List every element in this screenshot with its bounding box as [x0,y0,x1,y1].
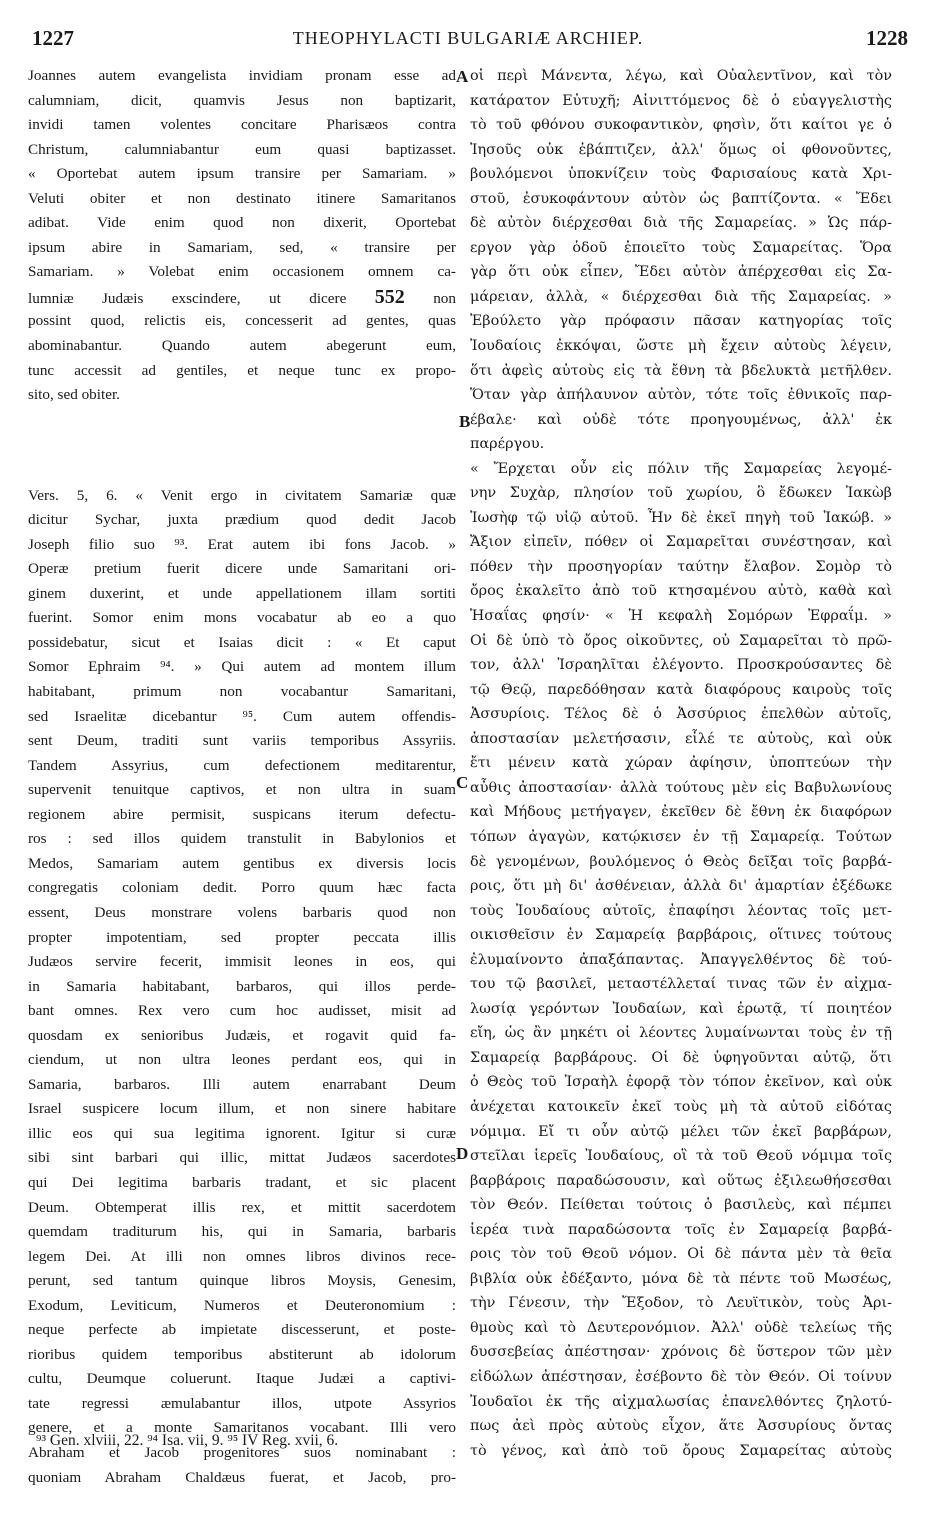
text-line: Ἀσσυρίοις. Τέλος δὲ ὁ Ἀσσύριος ἐπελθὼν αὐτοῖς, [470,706,892,723]
text-line: στεῖλαι ἱερεῖς Ἰουδαίους, οἳ τὰ τοῦ Θεοῦ νόμιμα τοῖς [470,1148,892,1165]
text-line: έβαλε· καὶ οὐδὲ τότε προηγουμένως, ἀλλ' ἐκ [470,411,892,428]
text-line: supervenit tenuitque captivos, et non ultra in suam [28,781,456,799]
text-line: « Ἔρχεται οὖν εἰς πόλιν τῆς Σαμαρείας λεγομέ- [470,460,892,477]
text-line: rioribus quidem temporibus abstiterunt ab idolorum [28,1345,456,1363]
text-line: Samariam. » Volebat enim occasionem omnem ca- [28,263,456,281]
text-line: Ἄξιον εἰπεῖν, πόθεν οἱ Σαμαρεῖται συνέστησαν, καὶ [470,534,892,551]
latin-text-fragment: non [404,289,456,307]
page-header [28,26,908,56]
text-line: sibi sint barbari qui illic, mittat Judæos sacerdotes [28,1149,456,1167]
text-line: Operæ pretium fuerit dicere unde Samaritani ori- [28,560,456,578]
text-line: τὸ γένος, καὶ ἀπὸ τοῦ ὄρους Σαμαρείτας αὐτοὺς [470,1442,892,1459]
text-line: αὖθις ἀποστασίαν· ἀλλὰ τούτους μὲν εἰς Βαβυλωνίους [470,779,892,796]
text-line: Οἱ δὲ ὑπὸ τὸ ὄρος οἰκοῦντες, οὐ Σαμαρεῖται τὸ πρῶ- [470,632,892,649]
text-line: tate regressi æmulabantur illos, utpote Assyrios [28,1394,456,1412]
margin-letter-d: D [456,1144,469,1163]
text-line: στοῦ, ἐσυκοφάντουν αὐτὸν ὡς βαπτίζοντα. « Ἔδει [470,190,892,207]
text-line: βαρβάροις παραδώσουσιν, καὶ οὕτως ἐξιλεωθήσεσθαι [470,1172,892,1189]
text-line: Veluti obiter et non destinato itinere Samaritanos [28,189,456,207]
text-line: Deum. Obtemperat illis rex, et mittit sacerdotem [28,1198,456,1216]
text-line: γὰρ ὅτι οὐκ εἶπεν, Ἔδει αὐτὸν ἀπέρχεσθαι εἰς Σα- [470,264,892,281]
text-line: quemdam traditurum his, qui in Samaria, barbaris [28,1223,456,1241]
text-line: μάρειαν, ἀλλὰ, « διέρχεσθαι διὰ τῆς Σαμαρείας. » [470,288,892,305]
text-line: ἔτι μένειν κατὰ χώραν ἀφίησιν, ὑποπτεύων τὴν [470,755,892,772]
text-line: τόπων ἀγαγὼν, κατῴκισεν ἐν τῇ Σαμαρείᾳ. Τούτων [470,828,892,845]
text-line: του τῷ βασιλεῖ, μεταστέλλεταί τινας τῶν ἐν αἰχμα- [470,976,892,993]
text-line: τῷ Θεῷ, παρεδόθησαν κατὰ διαφόρους καιροὺς τοῖς [470,681,892,698]
text-line: perunt, sed tantum quinque libros Moysis, Genesim, [28,1272,456,1290]
text-line: sed Israelitæ dicebantur ⁹⁵. Cum autem offendis- [28,707,456,725]
text-line: οἱ περὶ Μάνεντα, λέγω, καὶ Οὐαλεντῖνον, καὶ τὸν [470,68,892,84]
text-line: οικισθεῖσιν ἐν Σαμαρείᾳ βαρβάροις, οἵτινες τούτους [470,927,892,944]
text-line: bant omnes. Rex vero cum hoc audisset, misit ad [28,1002,456,1020]
text-line: Judæos servire fecerit, immisit leones in eos, qui [28,953,456,971]
text-line: Samaria, barbaros. Illi autem enarrabant Deum [28,1075,456,1093]
latin-main-paragraph [28,484,456,1490]
text-line: illic eos qui sua legitima ignorent. Igitur si curæ [28,1124,456,1142]
text-line: νην Συχὰρ, πλησίον τοῦ χωρίου, ὃ ἔδωκεν Ἰακὼβ [470,485,892,502]
text-line: ciendum, ut non ultra leones perdant eos, qui in [28,1051,456,1069]
text-line: ἱερέα τινὰ παραδώσοντα τοῖς ἐν Σαμαρείᾳ βαρβά- [470,1221,892,1238]
text-line: Ἰωσὴφ τῷ υἱῷ αὐτοῦ. Ἦν δὲ ἐκεῖ πηγὴ τοῦ Ἰακώβ. » [470,509,892,526]
left-page-number: 1227 [32,26,74,50]
text-line: Exodum, Leviticum, Numeros et Deuteronomium : [28,1296,456,1314]
text-line: cultu, Deumque coluerunt. Itaque Judæi a captivi- [28,1370,456,1388]
text-line: « Oportebat autem ipsum transire per Samariam. » [28,165,456,183]
text-line: ὅτι ἀφεὶς αὐτοὺς εἰς τὰ ἔθνη τὰ βδελυκτὰ μετῆλθεν. [470,362,892,379]
text-line: τον, ἀλλ' Ἰσραηλῖται ἐλέγοντο. Προσκρούσαντες δὲ [470,657,892,674]
text-line: λωσίᾳ γερόντων Ἰουδαίων, καὶ ἐρωτᾷ, τί ποιητέον [470,1000,892,1017]
text-line: qui Dei legitima barbaris tradant, et sic placent [28,1173,456,1191]
text-line: εργον γὰρ ὁδοῦ ἐποιεῖτο τοὺς Σαμαρείτας. Ὅρα [470,239,892,256]
paragraph-gap [28,408,456,484]
text-line: δὲ αὐτὸν διέρχεσθαι διὰ τῆς Σαμαρείας. » Ὡς πάρ- [470,215,892,232]
text-line: sito, sed obiter. [28,386,120,404]
text-line: Ἡσαΐας φησίν· « Ἡ κεφαλὴ Σομόρων Ἐφραΐμ. » [470,608,892,625]
text-line: essent, Deus monstrare volens barbaris quod non [28,903,456,921]
text-line: νόμιμα. Εἴ τι οὖν αὐτῷ μέλει τῶν ἐκεῖ βαρβάρων, [470,1123,892,1140]
greek-column [470,64,892,1463]
text-line: εἴη, ὡς ἂν μηκέτι οἱ λέοντες λυμαίνωνται τοὺς ἐν τῇ [470,1025,892,1042]
latin-column [28,64,456,1490]
text-line: possidebatur, sicut et Isaias dicit : « Et caput [28,633,456,651]
text-line: ginem duxerint, et unde appellationem illam sortiti [28,584,456,602]
text-line: fuerint. Somor enim mons vocabatur ab eo a quo [28,609,456,627]
text-line: neque perfecte ab impietate discesserunt, et poste- [28,1321,456,1339]
text-line: Ὅταν γὰρ ἀπήλαυνον αὐτὸν, τότε τοῖς ἐθνικοῖς παρ- [470,387,892,404]
text-line: παρέργου. [470,436,545,453]
greek-main-paragraph [470,457,892,1463]
column-number: 552 [374,285,405,308]
footnotes: ⁹³ Gen. xlviii, 22. ⁹⁴ Isa. vii, 9. ⁹⁵ IV Reg. xvii, 6. [36,1432,339,1449]
latin-intro-paragraph-end [28,309,456,407]
text-line: regionem abire permisit, suspicans iterum defectu- [28,805,456,823]
text-line: abominabantur. Quando autem abegerunt eum, [28,337,456,355]
text-line: τὸν Θεόν. Πείθεται τούτοις ὁ βασιλεὺς, καὶ πέμπει [470,1197,892,1214]
margin-letter-c: C [456,773,469,792]
text-line: calumniam, dicit, quamvis Jesus non baptizarit, [28,91,456,109]
text-line: Israel suspicere locum illum, et non sinere habitare [28,1100,456,1118]
text-line: Medos, Samariam autem gentibus ex diversis locis [28,854,456,872]
text-line: possint quod, relictis eis, concesserit ad gentes, quas [28,312,456,330]
text-line: sent Deum, traditi sunt variis temporibus Assyriis. [28,732,456,750]
greek-intro-paragraph [470,64,892,457]
margin-letter-a: A [456,67,469,86]
margin-letter-b: B [459,412,471,431]
text-line: Ἰουδαίοις ἐκκόψαι, ὥστε μὴ ἔχειν αὐτοὺς λέγειν, [470,338,892,355]
text-line: Σαμαρείᾳ βαρβάρους. Οἱ δὲ ὑφηγοῦνται αὐτῷ, ὅτι [470,1049,892,1066]
text-line: Abraham et Jacob progenitores suos nominabant : [28,1443,456,1461]
latin-text-fragment: lumniæ Judæis exscindere, ut dicere [28,289,375,307]
text-line: Christum, calumniabantur eum quasi baptizasset. [28,140,456,158]
text-line: τὴν Γένεσιν, τὴν Ἔξοδον, τὸ Λευϊτικὸν, τοὺς Ἀρι- [470,1295,892,1312]
text-line: κατάρατον Εὐτυχῆ; Αἰνιττόμενος δὲ ὁ εὐαγγελιστὴς [470,92,892,109]
text-line: ros : sed illos quidem transtulit in Babylonios et [28,830,456,848]
text-line: congregatis coloniam dedit. Porro quum hæc facta [28,879,456,897]
text-line: Somor Ephraim ⁹⁴. » Qui autem ad montem illum [28,658,456,676]
text-line: τὸ τοῦ φθόνου συκοφαντικὸν, φησὶν, ὅτι καίτοι γε ὁ [470,117,892,134]
text-line: Vers. 5, 6. « Venit ergo in civitatem Samariæ quæ [28,486,456,504]
text-line: adibat. Vide enim quod non dixerit, Oportebat [28,214,456,232]
text-line: καὶ Μήδους μετήγαγεν, ἐκεῖθεν δὲ ἔθνη ἐκ διαφόρων [470,804,892,821]
text-line: Ἰουδαῖοι ἐκ τῆς αἰχμαλωσίας ἐπανελθόντες ζηλοτύ- [470,1393,892,1410]
text-line: ὄρος ἐκαλεῖτο ἀπὸ τοῦ κτησαμένου αὐτὸ, καθὰ καὶ [470,583,892,600]
text-line: quoniam Abraham Chaldæus fuerat, et Jacob, pro- [28,1468,456,1486]
text-line: genere, et a monte Samaritanos vocabant. Illi vero [28,1419,456,1437]
latin-line-with-column-number [28,285,456,310]
text-line: propter impotentiam, sed propter peccata illis [28,928,456,946]
text-line: invidi tamen volentes concitare Pharisæos contra [28,116,456,134]
text-line: quosdam ex senioribus Judæis, et rogavit quid fa- [28,1026,456,1044]
latin-intro-paragraph [28,64,456,285]
text-line: Ἰησοῦς οὐκ ἐβάπτιζεν, ἀλλ' ὅμως οἱ φθονοῦντες, [470,141,892,158]
text-line: ipsum abire in Samariam, sed, « transire per [28,238,456,256]
text-line: ἀνέχεται κατοικεῖν ἐκεῖ τοὺς μὴ τὰ αὐτοῦ εἰδότας [470,1098,892,1115]
text-line: Joseph filio suo ⁹³. Erat autem ibi fons Jacob. » [28,535,456,553]
text-line: Tandem Assyrius, cum defectionem meditarentur, [28,756,456,774]
text-line: Ἐβούλετο γὰρ πρόφασιν πᾶσαν κατηγορίας τοῖς [470,313,892,330]
text-line: legem Dei. At illi non omnes libros divinos rece- [28,1247,456,1265]
running-title: THEOPHYLACTI BULGARIÆ ARCHIEP. [292,28,644,48]
text-line: in Samaria habitabant, barbaros, qui illos perde- [28,977,456,995]
text-line: ἐλυμαίνοντο ἀπαξάπαντας. Ἀπαγγελθέντος δὲ τού- [470,951,892,968]
text-line: βιβλία οὐκ ἐδέξαντο, μόνα δὲ τὰ πέντε τοῦ Μωσέως, [470,1270,892,1287]
text-line: βουλόμενοι ὑποκνίζειν τοὺς Φαρισαίους κατὰ Χρι- [470,166,892,183]
text-line: ἀποστασίαν μελετήσασιν, εἷλέ τε αὐτοὺς, καὶ οὐκ [470,730,892,747]
text-line: δὲ γενομένων, βουλόμενος ὁ Θεὸς δεῖξαι τοῖς βαρβά- [470,853,892,870]
text-line: πόθεν τὴν προσηγορίαν ταύτην ἔλαβον. Σομὸρ τὸ [470,558,892,575]
text-line: πως ἀεὶ πρὸς αὐτοὺς εἶχον, ἅτε Ἀσσυρίους ὄντας [470,1418,892,1435]
text-line: δυσσεβείας ἀπέστησαν· χρόνοις δὲ ὕστερον τῶν μὲν [470,1344,892,1361]
text-line: dicitur Sychar, juxta prædium quod dedit Jacob [28,511,456,529]
text-line: ροις, ὅτι μὴ δι' ἀσθένειαν, ἀλλὰ δι' ἁμαρτίαν ἐξέδωκε [470,878,892,895]
text-line: εἰδώλων ἀπέστησαν, ἐσέβοντο δὲ τὸν Θεόν. Οἱ τοίνυν [470,1368,892,1385]
text-line: Joannes autem evangelista invidiam pronam esse ad [28,67,456,84]
text-line: θμοὺς καὶ τὸ Δευτερονόμιον. Ἀλλ' οὐδὲ τελείως τῆς [470,1319,892,1336]
text-line: ροις τὸν τοῦ Θεοῦ νόμον. Οἱ δὲ πάντα μὲν τὰ θεῖα [470,1246,892,1263]
text-line: tunc accessit ad gentiles, et neque tunc ex propo- [28,361,456,379]
text-line: habitabant, primum non vocabantur Samaritani, [28,683,456,701]
text-line: τοὺς Ἰουδαίους αὐτοῖς, ἐπαφίησι λέοντας τοῖς μετ- [470,902,892,919]
text-line: ὁ Θεὸς τοῦ Ἰσραὴλ ἐφορᾷ τὸν τόπον ἐκεῖνον, καὶ οὐκ [470,1074,892,1091]
right-page-number: 1228 [866,26,908,50]
